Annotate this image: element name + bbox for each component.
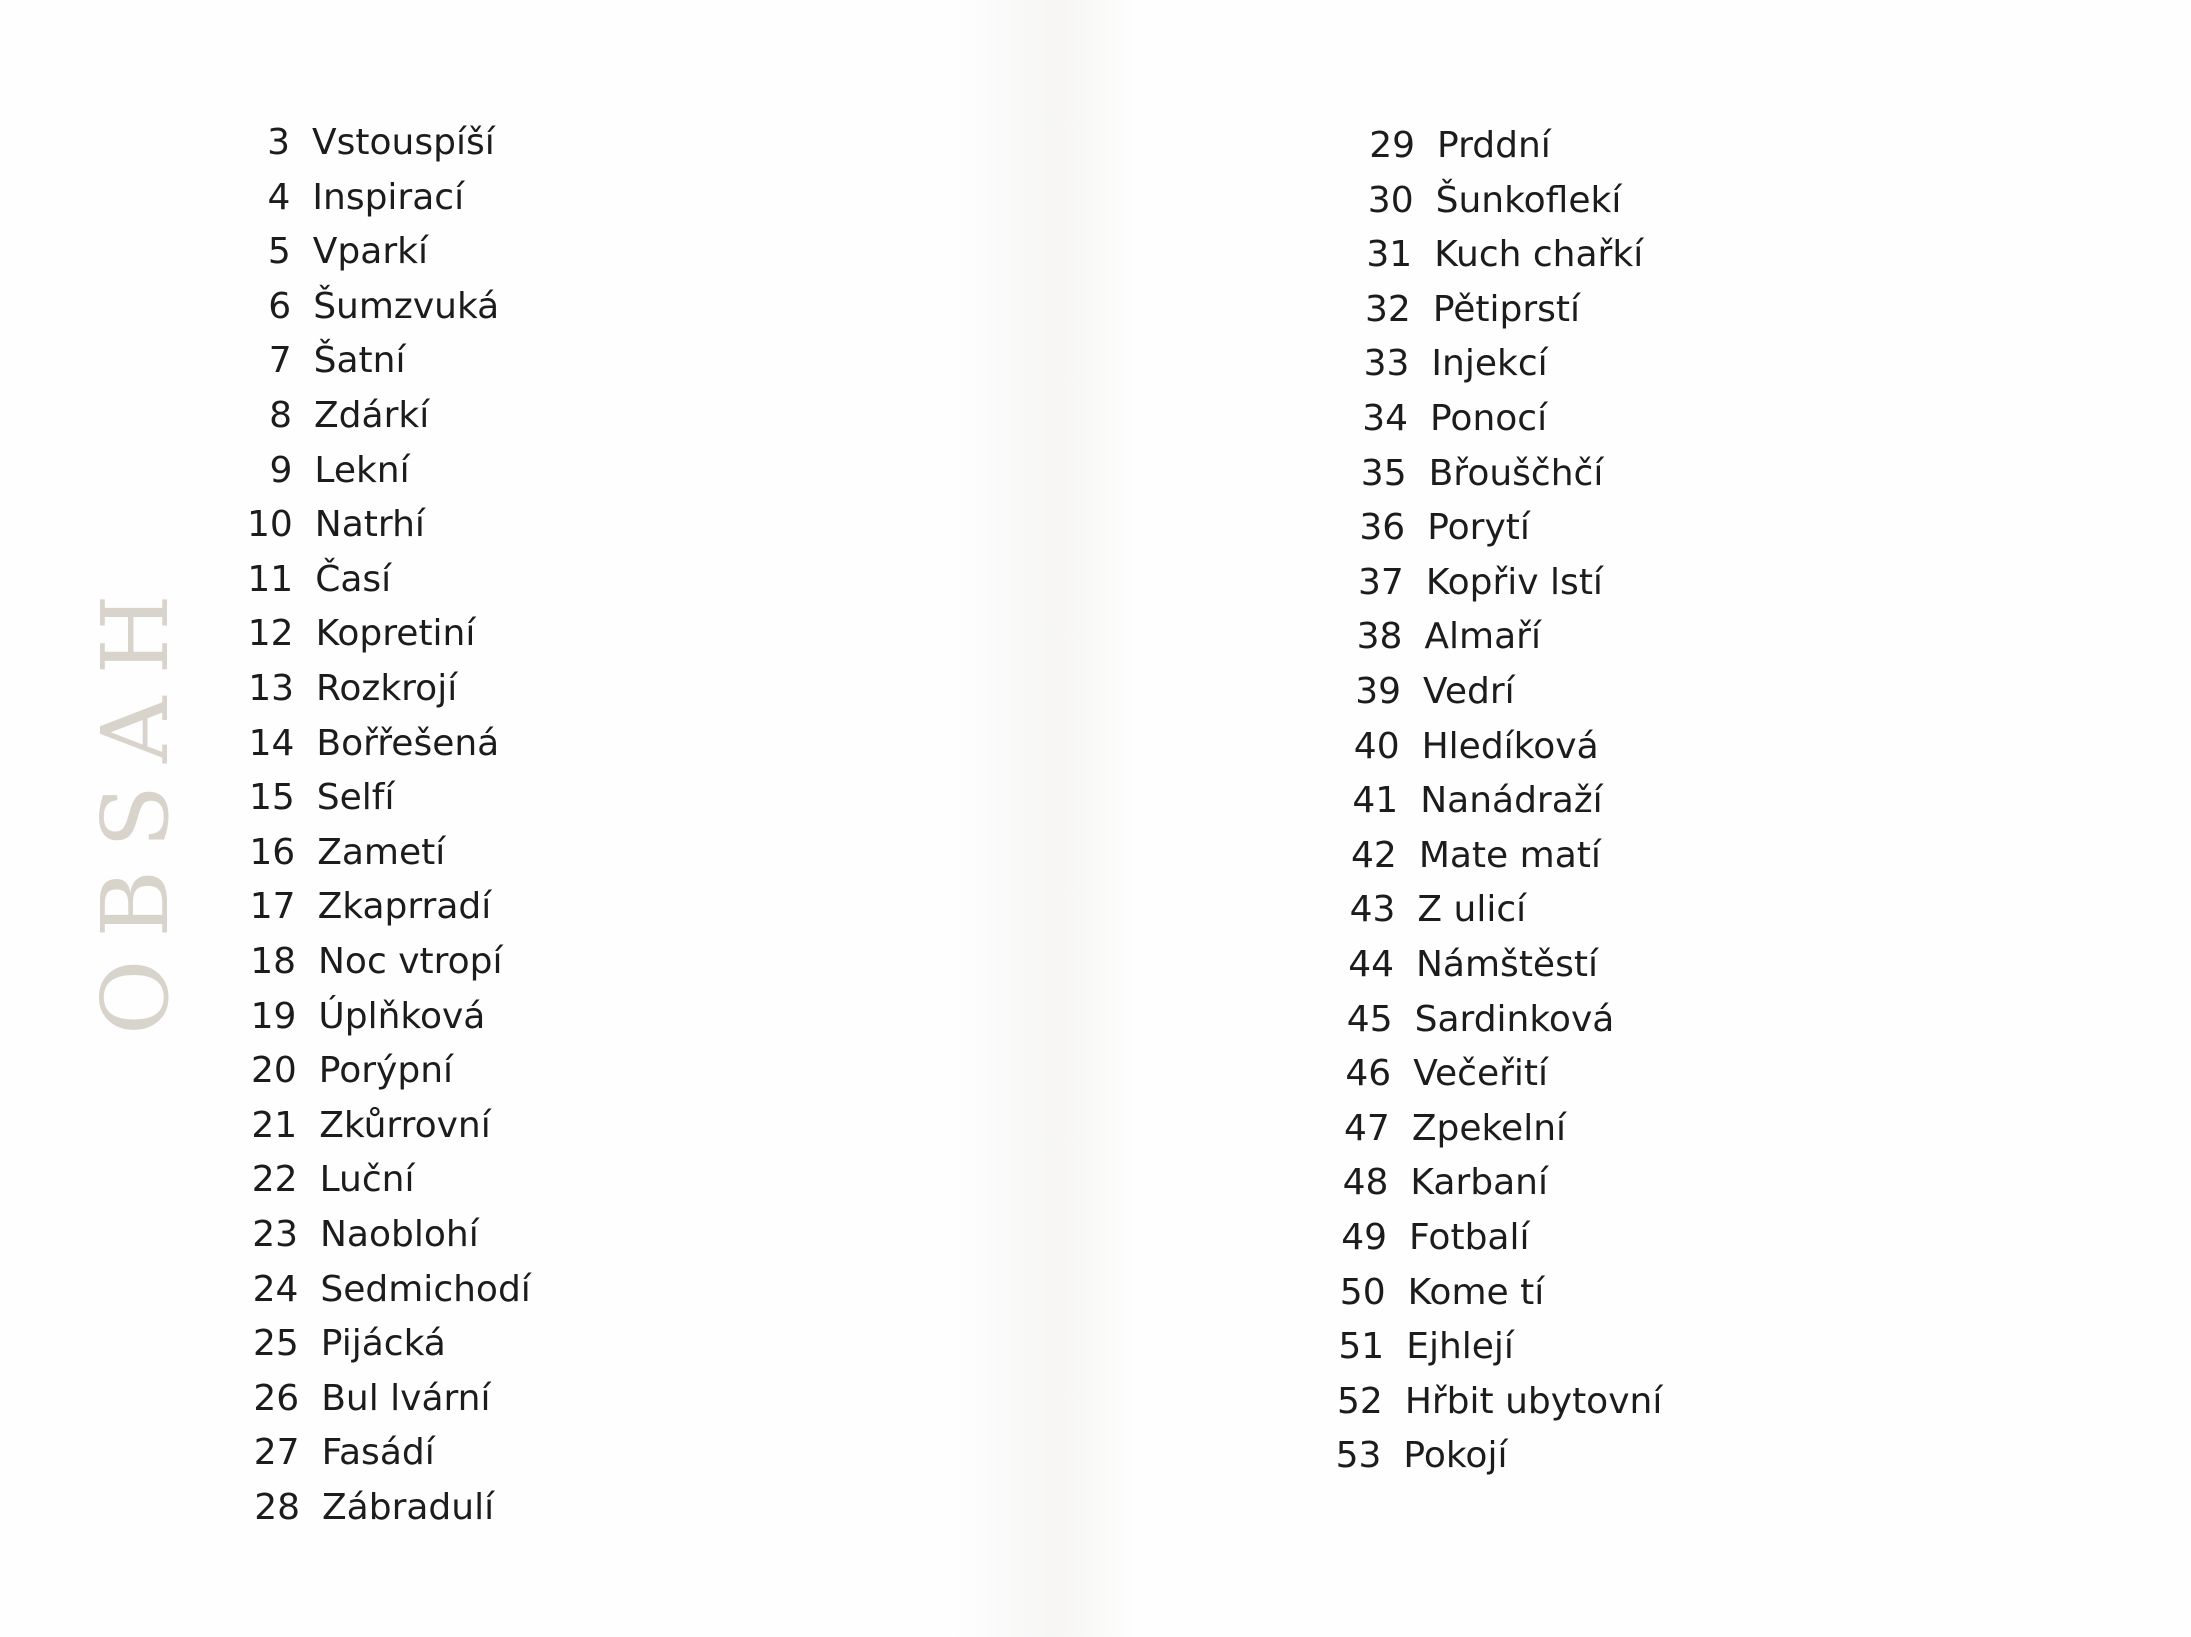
toc-entry xyxy=(1318,1156,1838,1210)
toc-entry xyxy=(220,116,740,170)
toc-entry-title: Bořřešená xyxy=(316,722,500,764)
toc-entry xyxy=(1314,1320,1834,1374)
toc-entry xyxy=(1327,829,1847,883)
toc-entry xyxy=(227,1099,747,1153)
toc-page-number: 32 xyxy=(1365,288,1411,330)
toc-page-number: 52 xyxy=(1337,1380,1383,1422)
toc-entry xyxy=(229,1317,749,1371)
toc-entry xyxy=(228,1208,748,1262)
toc-page-number: 49 xyxy=(1341,1217,1387,1258)
toc-entry xyxy=(1321,1047,1841,1101)
toc-page-number: 51 xyxy=(1338,1326,1385,1368)
toc-entry-title: Šatní xyxy=(313,340,406,382)
toc-page-number: 48 xyxy=(1342,1162,1389,1204)
toc-entry xyxy=(1331,665,1851,719)
toc-entry xyxy=(1323,993,1843,1047)
toc-page-number: 36 xyxy=(1359,507,1406,549)
toc-entry-title: Večeřití xyxy=(1413,1053,1549,1095)
toc-entry-title: Kopřiv lstí xyxy=(1425,561,1603,603)
toc-page-number: 23 xyxy=(252,1214,298,1255)
toc-entry xyxy=(1335,501,1855,555)
toc-page-number: 17 xyxy=(249,886,296,928)
toc-page-number: 13 xyxy=(248,668,294,709)
toc-entry-title: Injekcí xyxy=(1431,343,1548,385)
toc-page-number: 40 xyxy=(1353,725,1400,767)
toc-entry xyxy=(220,171,740,225)
toc-entry xyxy=(1342,228,1862,282)
toc-page-number: 4 xyxy=(267,176,291,218)
toc-entry-title: Hřbit ubytovní xyxy=(1404,1380,1663,1422)
toc-entry-title: Fasádí xyxy=(321,1432,435,1474)
toc-entry xyxy=(221,280,741,334)
toc-entry-title: Časí xyxy=(315,558,392,600)
toc-entry-title: Inspirací xyxy=(312,176,465,218)
toc-entry-title: Natrhí xyxy=(314,504,425,546)
toc-entry-title: Selfí xyxy=(316,777,395,819)
toc-entry-title: Nanádraží xyxy=(1420,780,1603,822)
toc-entry xyxy=(222,389,742,443)
toc-entry-title: Porytí xyxy=(1427,507,1530,549)
toc-entry xyxy=(225,826,745,880)
toc-page-number: 3 xyxy=(267,122,290,163)
toc-entry-title: Zábradulí xyxy=(322,1487,495,1528)
toc-page-number: 43 xyxy=(1349,889,1396,931)
toc-entry-title: Šumzvuká xyxy=(313,285,500,327)
toc-page-number: 26 xyxy=(253,1377,300,1419)
toc-entry-title: Sedmichodí xyxy=(320,1268,531,1310)
toc-page-number: 6 xyxy=(268,285,292,327)
toc-entry xyxy=(222,444,742,498)
toc-entry-title: Vedrí xyxy=(1423,671,1515,712)
toc-page-number: 11 xyxy=(247,558,294,600)
toc-page-number: 29 xyxy=(1369,125,1415,166)
toc-entry-title: Prddní xyxy=(1437,125,1551,166)
toc-entry-title: Naoblohí xyxy=(320,1214,479,1255)
toc-entry-title: Z ulicí xyxy=(1417,889,1527,931)
toc-entry xyxy=(1334,556,1854,610)
toc-page-number: 45 xyxy=(1346,998,1393,1040)
toc-entry xyxy=(1332,610,1852,664)
toc-entry-title: Zkůrrovní xyxy=(319,1104,491,1146)
toc-entry-title: Šunkoflekí xyxy=(1435,179,1622,221)
toc-page-number: 31 xyxy=(1366,234,1413,276)
toc-page-number: 21 xyxy=(251,1104,298,1146)
toc-page-number: 38 xyxy=(1356,616,1403,658)
toc-entry xyxy=(1316,1266,1836,1320)
toc-page-number: 27 xyxy=(253,1432,300,1474)
contents-heading-text: OBSAH xyxy=(82,572,189,1035)
toc-entry-title: Fotbalí xyxy=(1409,1217,1530,1258)
toc-page-number: 33 xyxy=(1363,343,1410,385)
toc-entry-title: Pětiprstí xyxy=(1432,288,1581,330)
toc-entry-title: Luční xyxy=(319,1159,415,1201)
toc-entry xyxy=(222,334,742,388)
toc-entry xyxy=(1320,1102,1840,1156)
toc-entry xyxy=(224,717,744,771)
book-gutter xyxy=(950,0,1140,1637)
toc-entry-title: Pokojí xyxy=(1403,1435,1508,1477)
toc-page-number: 37 xyxy=(1358,561,1404,603)
toc-entry-title: Kuch chařkí xyxy=(1434,234,1644,276)
toc-page-number: 28 xyxy=(254,1487,300,1528)
toc-entry-title: Rozkrojí xyxy=(316,668,458,709)
toc-entry-title: Ejhlejí xyxy=(1406,1326,1514,1368)
toc-entry-title: Sardinková xyxy=(1414,998,1615,1040)
toc-page-number: 12 xyxy=(247,613,294,655)
toc-page-number: 14 xyxy=(248,722,295,764)
toc-entry xyxy=(1338,392,1858,446)
toc-entry xyxy=(1313,1375,1833,1429)
toc-page-number: 16 xyxy=(249,831,296,873)
toc-entry-title: Almaří xyxy=(1424,616,1541,658)
toc-entry xyxy=(224,607,744,661)
toc-entry-title: Námštěstí xyxy=(1416,944,1598,985)
toc-entry xyxy=(223,498,743,552)
toc-page-number: 22 xyxy=(251,1159,298,1201)
toc-entry xyxy=(1324,938,1844,992)
toc-entry xyxy=(226,880,746,934)
toc-page-number: 39 xyxy=(1355,671,1401,712)
toc-page-number: 46 xyxy=(1345,1053,1392,1095)
toc-entry xyxy=(223,553,743,607)
toc-entry xyxy=(230,1481,750,1535)
toc-entry-title: Noc vtropí xyxy=(318,941,503,982)
toc-page-number: 24 xyxy=(252,1268,299,1310)
toc-entry xyxy=(1344,174,1864,228)
toc-entry-title: Vstouspíší xyxy=(312,122,495,163)
toc-entry xyxy=(230,1426,750,1480)
toc-entry xyxy=(1325,883,1845,937)
toc-entry-title: Bul lvární xyxy=(321,1377,491,1419)
toc-entry xyxy=(1311,1429,1831,1483)
toc-page-number: 25 xyxy=(252,1323,299,1365)
toc-entry-title: Kopretiní xyxy=(315,613,476,655)
toc-entry xyxy=(1330,720,1850,774)
toc-entry-title: Mate matí xyxy=(1418,834,1601,876)
toc-entry xyxy=(226,990,746,1044)
toc-page-number: 8 xyxy=(269,395,292,436)
toc-entry-title: Hledíková xyxy=(1421,725,1599,767)
toc-entry-title: Ponocí xyxy=(1430,398,1548,439)
toc-entry xyxy=(227,1044,747,1098)
toc-page-number: 44 xyxy=(1348,944,1394,985)
toc-page-number: 7 xyxy=(268,340,292,382)
toc-entry xyxy=(1328,774,1848,828)
toc-page-number: 9 xyxy=(269,449,293,491)
toc-entry xyxy=(221,225,741,279)
toc-entry xyxy=(1337,447,1857,501)
toc-page-number: 10 xyxy=(246,504,293,546)
toc-page-number: 20 xyxy=(250,1050,297,1092)
toc-entry-title: Úplňková xyxy=(318,995,486,1037)
toc-page-number: 19 xyxy=(250,995,297,1037)
toc-entry xyxy=(224,662,744,716)
toc-page-number: 50 xyxy=(1339,1271,1386,1313)
toc-entry xyxy=(1345,119,1865,173)
toc-page-number: 53 xyxy=(1335,1435,1382,1477)
toc-page-number: 18 xyxy=(250,941,296,982)
toc-entry-title: Karbaní xyxy=(1410,1162,1548,1204)
toc-page-number: 42 xyxy=(1351,834,1397,876)
toc-page-number: 5 xyxy=(267,231,291,273)
toc-entry-title: Kome tí xyxy=(1407,1271,1545,1313)
toc-page-number: 35 xyxy=(1360,452,1407,494)
toc-entry xyxy=(1341,283,1861,337)
toc-entry-title: Lekní xyxy=(314,449,410,491)
toc-entry xyxy=(1317,1211,1837,1265)
toc-entry-title: Zpekelní xyxy=(1411,1107,1567,1149)
toc-entry xyxy=(229,1372,749,1426)
toc-entry xyxy=(228,1153,748,1207)
toc-page-number: 47 xyxy=(1344,1107,1390,1149)
toc-entry-title: Zametí xyxy=(317,831,446,873)
toc-entry xyxy=(226,935,746,989)
toc-entry xyxy=(225,771,745,825)
toc-entry-title: Pijácká xyxy=(320,1323,446,1365)
toc-entry xyxy=(228,1263,748,1317)
toc-entry-title: Břouščhčí xyxy=(1428,452,1604,494)
toc-entry xyxy=(1339,337,1859,391)
toc-entry-title: Vparkí xyxy=(312,231,428,273)
toc-entry-title: Zkaprradí xyxy=(317,886,492,928)
toc-entry-title: Porýpní xyxy=(318,1050,454,1092)
toc-page-number: 34 xyxy=(1362,398,1408,439)
toc-page-number: 41 xyxy=(1352,780,1399,822)
toc-page-number: 30 xyxy=(1367,179,1414,221)
toc-entry-title: Zdárkí xyxy=(314,395,430,436)
toc-page-number: 15 xyxy=(248,777,295,819)
